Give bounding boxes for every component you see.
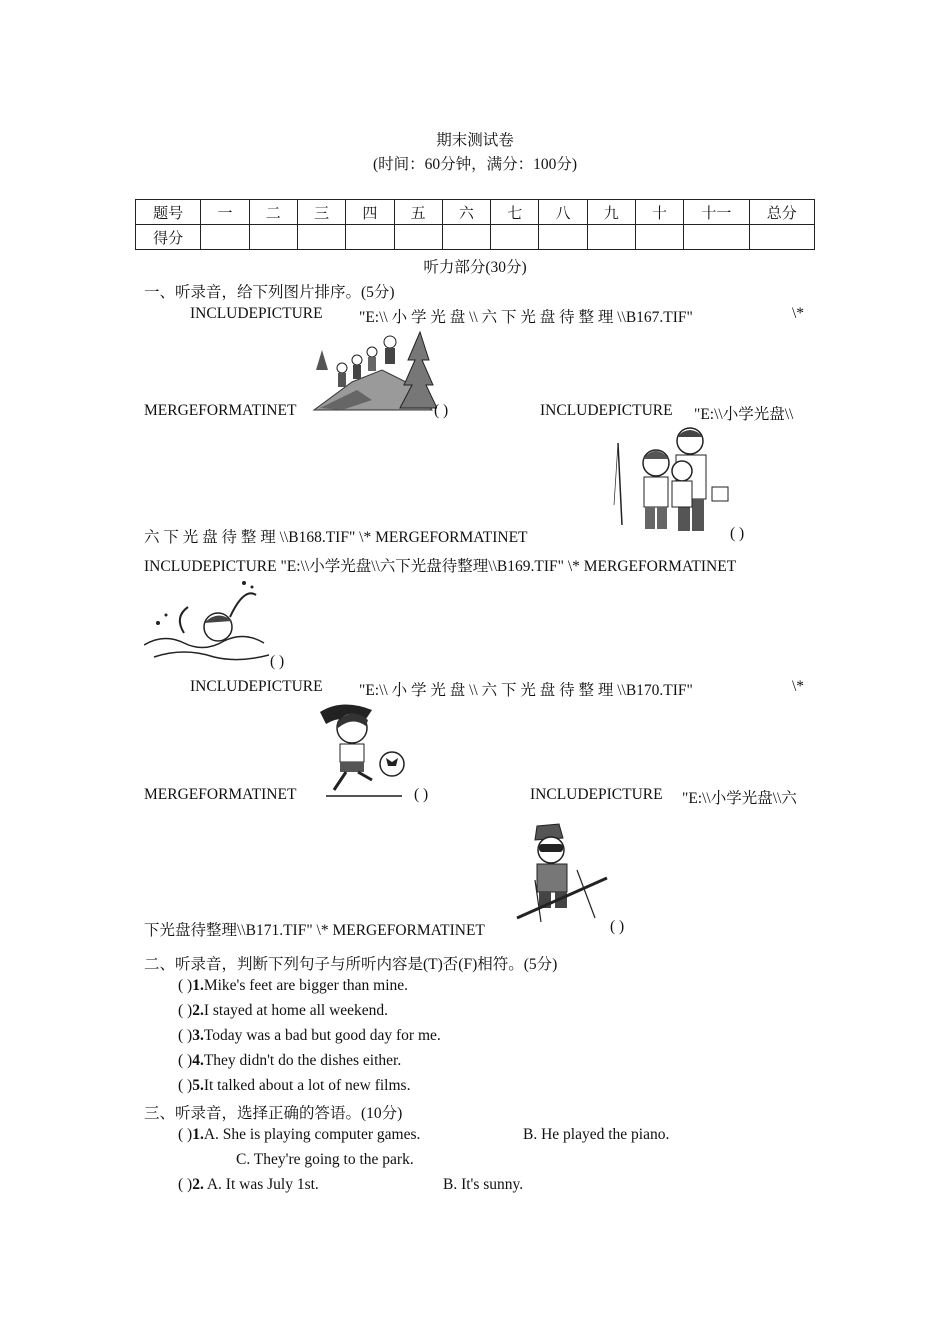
swimming-picture [144, 577, 269, 661]
answer-blank[interactable]: ( ) [178, 1002, 193, 1019]
score-table-cell: 二 [249, 200, 297, 225]
answer-blank[interactable]: ( ) [414, 786, 429, 803]
answer-blank[interactable]: ( ) [178, 1176, 193, 1193]
list-item [178, 1052, 401, 1070]
merge-text: MERGEFORMATINET [144, 786, 297, 803]
include-text: INCLUDEPICTURE [530, 786, 663, 803]
score-input-cell[interactable] [749, 225, 814, 250]
score-table-header-row [136, 200, 815, 225]
score-table-score-row [136, 225, 815, 250]
include-path-text: "E:\\ 小 学 光 盘 \\ 六 下 光 盘 待 整 理 \\B167.TIF" [359, 309, 693, 326]
score-table-cell: 十一 [684, 200, 749, 225]
option-b: B. He played the piano. [523, 1126, 670, 1143]
include-path-text: INCLUDEPICTURE "E:\\小学光盘\\六下光盘待整理\\B169.TIF" \* MERGEFORMATINET [144, 558, 737, 575]
include-text: INCLUDEPICTURE [190, 678, 323, 695]
part2-heading: 二、听录音，判断下列句子与所听内容是(T)否(F)相符。(5分) [144, 956, 558, 973]
item-text: It talked about a lot of new films. [203, 1077, 411, 1094]
score-input-cell[interactable] [491, 225, 539, 250]
score-input-cell[interactable] [684, 225, 749, 250]
merge-switch-text: \* [792, 678, 805, 695]
score-input-cell[interactable] [297, 225, 345, 250]
score-input-cell[interactable] [394, 225, 442, 250]
score-table-cell: 总分 [749, 200, 814, 225]
score-table [135, 199, 815, 250]
include-path-text: "E:\\ 小 学 光 盘 \\ 六 下 光 盘 待 整 理 \\B170.TIF" [359, 682, 693, 699]
score-table-cell: 四 [346, 200, 394, 225]
score-table-cell: 三 [297, 200, 345, 225]
answer-blank[interactable]: ( ) [270, 653, 285, 670]
item-number: 1. [192, 1126, 204, 1143]
answer-blank[interactable]: ( ) [178, 977, 193, 994]
score-input-cell[interactable] [635, 225, 683, 250]
score-input-cell[interactable] [539, 225, 587, 250]
answer-blank[interactable]: ( ) [434, 402, 449, 419]
score-input-cell[interactable] [249, 225, 297, 250]
hiking-picture [312, 330, 437, 414]
score-input-cell[interactable] [442, 225, 490, 250]
item-text: They didn't do the dishes either. [203, 1052, 402, 1069]
answer-blank[interactable]: ( ) [178, 1052, 193, 1069]
item-number: 2. [192, 1176, 204, 1193]
item-number: 4. [192, 1052, 204, 1069]
listening-section-heading: 听力部分(30分) [423, 259, 527, 276]
item-text: I stayed at home all weekend. [203, 1002, 389, 1019]
score-table-cell: 得分 [136, 225, 201, 250]
item-number: 5. [192, 1077, 204, 1094]
score-table-cell: 一 [201, 200, 249, 225]
item-text: Mike's feet are bigger than mine. [203, 977, 409, 994]
question-row [178, 1126, 420, 1144]
include-path-text: 下光盘待整理\\B171.TIF" \* MERGEFORMATINET [144, 922, 485, 939]
page-subtitle: (时间：60分钟，满分：100分) [372, 156, 578, 173]
include-text: INCLUDEPICTURE [190, 305, 323, 322]
score-table-cell: 八 [539, 200, 587, 225]
skiing-picture [515, 822, 610, 922]
item-number: 2. [192, 1002, 204, 1019]
merge-switch-text: \* [792, 305, 805, 322]
item-text: Today was a bad but good day for me. [203, 1027, 441, 1044]
part3-heading: 三、听录音，选择正确的答语。(10分) [144, 1105, 403, 1122]
score-table-cell: 题号 [136, 200, 201, 225]
part1-heading: 一、听录音，给下列图片排序。(5分) [144, 284, 395, 301]
option-b: B. It's sunny. [443, 1176, 524, 1193]
score-table-cell: 十 [635, 200, 683, 225]
answer-blank[interactable]: ( ) [178, 1077, 193, 1094]
answer-blank[interactable]: ( ) [610, 918, 625, 935]
item-number: 1. [192, 977, 204, 994]
list-item [178, 977, 408, 995]
list-item [178, 1077, 410, 1095]
option-a: A. It was July 1st. [203, 1176, 319, 1193]
item-number: 3. [192, 1027, 204, 1044]
football-picture [312, 700, 412, 800]
score-input-cell[interactable] [201, 225, 249, 250]
answer-blank[interactable]: ( ) [730, 525, 745, 542]
include-text: INCLUDEPICTURE [540, 402, 673, 419]
include-path-text: 六 下 光 盘 待 整 理 \\B168.TIF" \* MERGEFORMATINET [144, 529, 528, 546]
score-input-cell[interactable] [587, 225, 635, 250]
score-table-cell: 五 [394, 200, 442, 225]
list-item [178, 1002, 388, 1020]
option-a: A. She is playing computer games. [203, 1126, 421, 1143]
score-table-cell: 九 [587, 200, 635, 225]
score-input-cell[interactable] [346, 225, 394, 250]
family-fishing-picture [612, 425, 730, 537]
question-row [178, 1176, 319, 1194]
score-table-cell: 六 [442, 200, 490, 225]
page-title: 期末测试卷 [436, 132, 514, 149]
list-item [178, 1027, 441, 1045]
score-table-cell: 七 [491, 200, 539, 225]
include-path-text: "E:\\小学光盘\\六 [682, 790, 797, 807]
option-c: C. They're going to the park. [236, 1151, 414, 1168]
merge-text: MERGEFORMATINET [144, 402, 297, 419]
include-path-text: "E:\\小学光盘\\ [694, 406, 794, 423]
answer-blank[interactable]: ( ) [178, 1027, 193, 1044]
answer-blank[interactable]: ( ) [178, 1126, 193, 1143]
